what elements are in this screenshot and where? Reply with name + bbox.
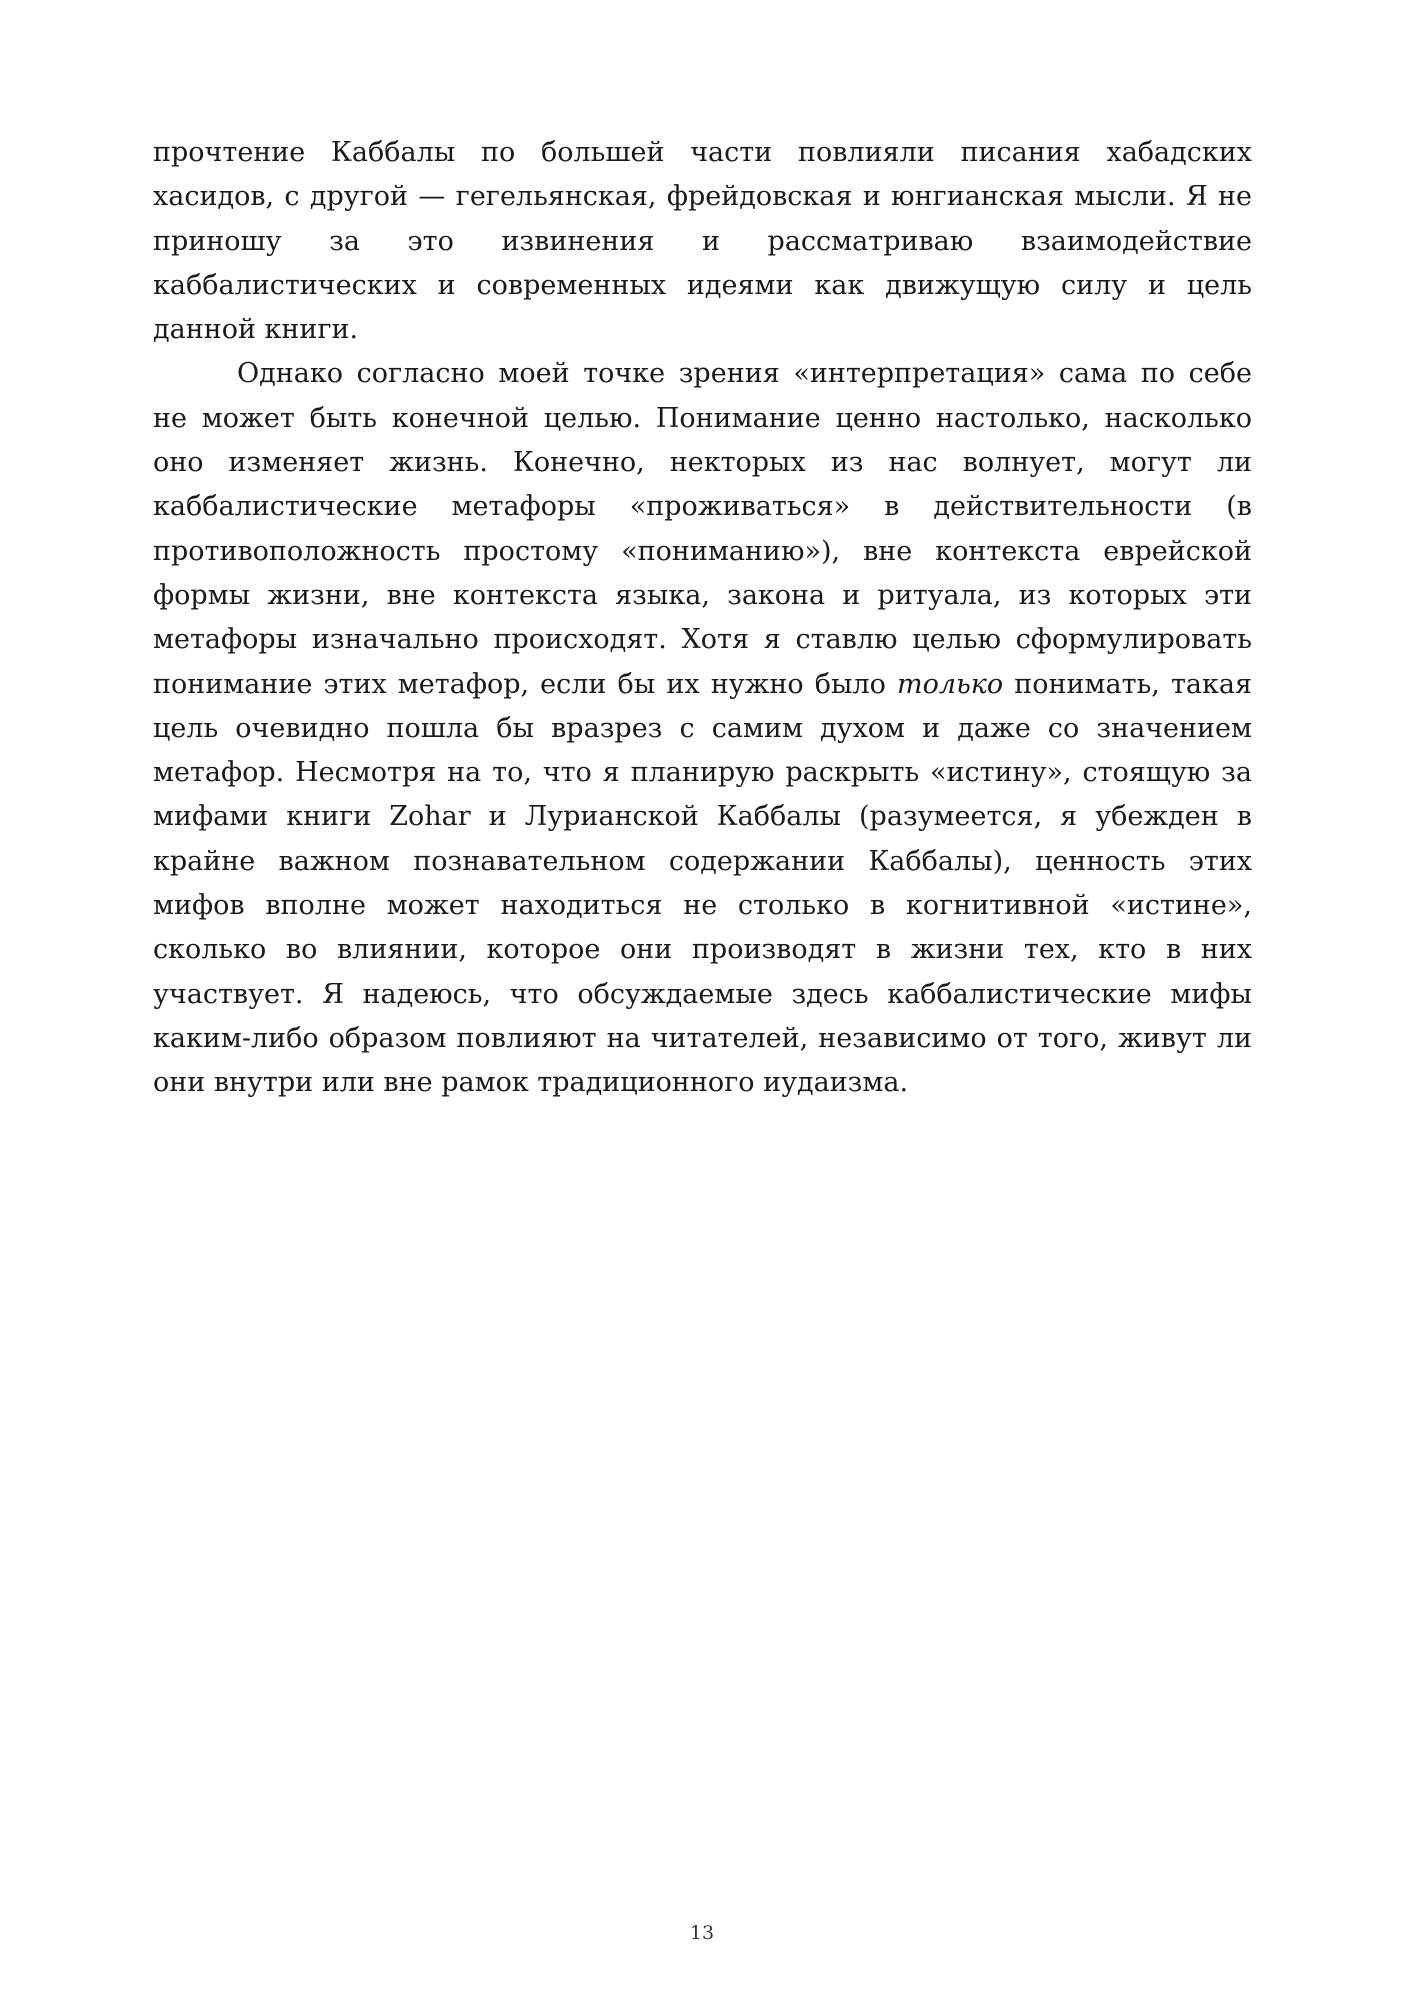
body-text bbox=[153, 131, 1252, 1106]
page-number: 13 bbox=[689, 1922, 715, 1944]
paragraph-2 bbox=[153, 352, 1252, 1105]
paragraph-1: прочтение Каббалы по большей части повлияли писания хабадских хасидов, с другой — гегельянская, фрейдовская и юнгианская мысли. Я не приношу за это извинения и рассматриваю взаимодействие каббалистических и современных идеями как движущую силу и цель данной книги. bbox=[153, 137, 1252, 346]
paragraph-2-part-1: Однако согласно моей точке зрения «интерпретация» сама по себе не может быть конечной целью. Понимание ценно настолько, насколько оно изменяет жизнь. Конечно, некторых из нас волнует, могут ли каббалистические метафоры «проживаться» в действительности (в противоположность простому «пониманию»), вне контекста еврейской формы жизни, вне контекста языка, закона и ритуала, из которых эти метафоры изначально происходят. Хотя я ставлю целью сформулировать понимание этих метафор, если бы их нужно было bbox=[153, 358, 1252, 700]
emphasized-word: только bbox=[897, 668, 1004, 700]
paragraph-2-part-2: понимать, такая цель очевидно пошла бы вразрез с самим духом и даже со значением метафор. Несмотря на то, что я планирую раскрыть «истину», стоящую за мифами книги Zohar и Лурианской Каббалы (разумеется, я убежден в крайне важном познавательном содержании Каббалы), ценность этих мифов вполне может находиться не столько в когнитивной «истине», сколько во влиянии, которое они производят в жизни тех, кто в них участвует. Я надеюсь, что обсуждаемые здесь каббалистические мифы каким-либо образом повлияют на читателей, независимо от того, живут ли они внутри или вне рамок традиционного иудаизма. bbox=[153, 668, 1252, 1099]
